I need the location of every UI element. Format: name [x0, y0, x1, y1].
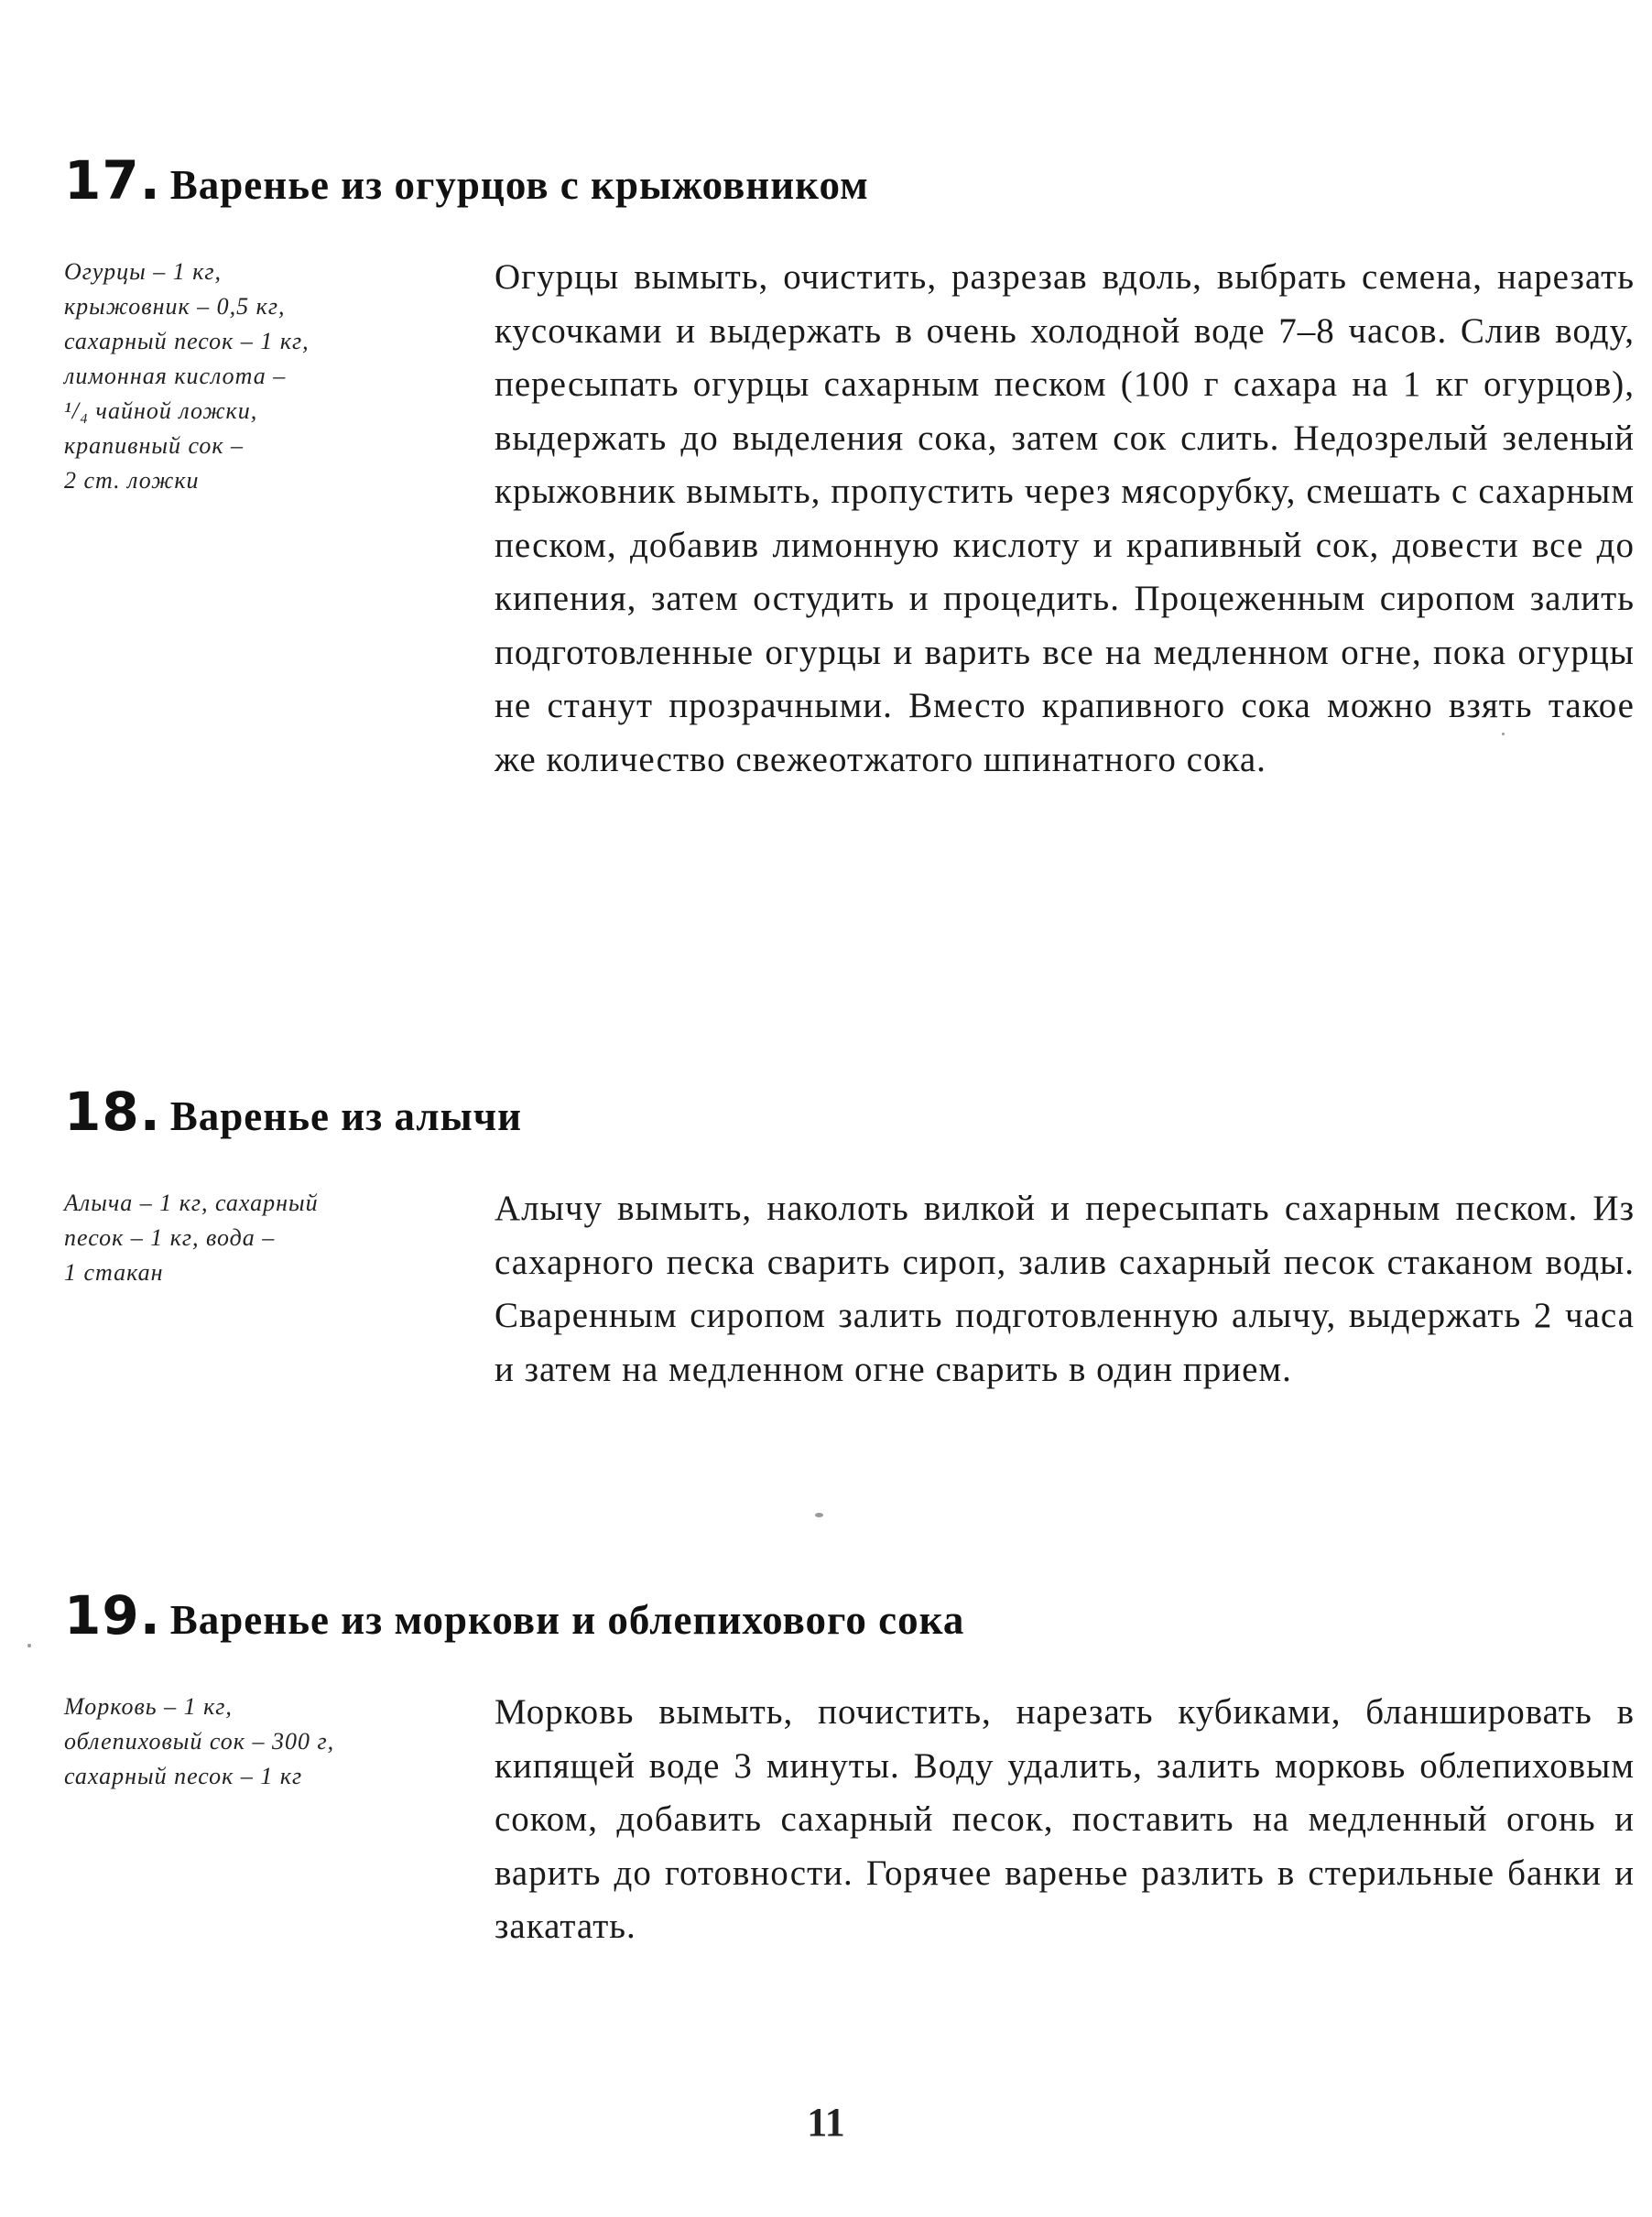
- ingredient-line: облепиховый сок – 300 г,: [64, 1728, 335, 1755]
- method-text: [495, 1182, 1635, 1396]
- scan-speck: [27, 1644, 31, 1647]
- method-text: [495, 1686, 1635, 1954]
- ingredient-line: крапивный сок –: [64, 432, 245, 459]
- ingredient-line: крыжовник – 0,5 кг,: [64, 293, 286, 320]
- ingredient-line: сахарный песок – 1 кг,: [64, 328, 310, 354]
- recipe-title: Варенье из моркови и облепихового сока: [169, 1597, 965, 1643]
- ingredients-list: [64, 1690, 449, 1794]
- ingredient-line: ¹/₄ чайной ложки,: [64, 397, 258, 424]
- ingredient-line: песок – 1 кг, вода –: [64, 1224, 276, 1251]
- recipe-17: [64, 149, 1635, 779]
- recipe-19: [64, 1584, 1635, 1946]
- method-paragraph: Огурцы вымыть, очистить, разрезав вдоль, выбрать семена, нарезать кусочками и выдержать в очень холодной воде 7–8 часов. Слив воду, пересыпать огурцы сахарным песком (100 г сахара на 1 кг огурцов), выдержать до выделения сока, затем сок слить. Недозрелый зеленый крыжовник вымыть, пропустить через мясорубку, смешать с сахарным песком, добавив лимонную кислоту и крапивный сок, довести все до кипения, затем остудить и процедить. Процеженным сиропом залить подготовленные огурцы и варить все на медленном огне, пока огурцы не станут прозрачными. Вместо крапивного сока можно взять такое же количество свежеотжатого шпинатного сока.: [495, 257, 1635, 779]
- recipe-number: 17.: [64, 149, 161, 212]
- method-text: [495, 251, 1635, 787]
- recipe-heading: [64, 1584, 1584, 1646]
- recipe-number: 18.: [64, 1081, 161, 1143]
- ingredients-list: [64, 255, 449, 498]
- scan-speck: [815, 1513, 823, 1517]
- ingredient-line: Алыча – 1 кг, сахарный: [64, 1190, 319, 1216]
- page-number: 11: [807, 2100, 845, 2145]
- ingredient-line: сахарный песок – 1 кг: [64, 1763, 303, 1789]
- method-paragraph: Алычу вымыть, наколоть вилкой и пересыпать сахарным песком. Из сахарного песка сварить сироп, залив сахарный песок стаканом воды. Сваренным сиропом залить подготовленную алычу, выдержать 2 часа и затем на медленном огне сварить в один прием.: [495, 1189, 1635, 1389]
- ingredient-line: 1 стакан: [64, 1259, 164, 1286]
- ingredients-list: [64, 1186, 449, 1290]
- recipe-title: Варенье из огурцов с крыжовником: [169, 162, 869, 208]
- recipe-heading: [64, 149, 1584, 212]
- ingredient-line: Морковь – 1 кг,: [64, 1693, 233, 1720]
- ingredient-line: 2 ст. ложки: [64, 467, 200, 494]
- method-paragraph: Морковь вымыть, почистить, нарезать кубиками, бланшировать в кипящей воде 3 минуты. Воду удалить, залить морковь облепиховым соком, добавить сахарный песок, поставить на медленный огонь и варить до готовности. Горячее варенье разлить в стерильные банки и закатать.: [495, 1692, 1635, 1946]
- ingredient-line: Огурцы – 1 кг,: [64, 258, 223, 285]
- ingredient-line: лимонная кислота –: [64, 363, 287, 389]
- scan-speck: [1502, 733, 1505, 735]
- recipe-heading: [64, 1081, 1584, 1143]
- recipe-18: [64, 1081, 1635, 1389]
- recipe-number: 19.: [64, 1584, 161, 1646]
- recipe-title: Варенье из алычи: [169, 1093, 523, 1139]
